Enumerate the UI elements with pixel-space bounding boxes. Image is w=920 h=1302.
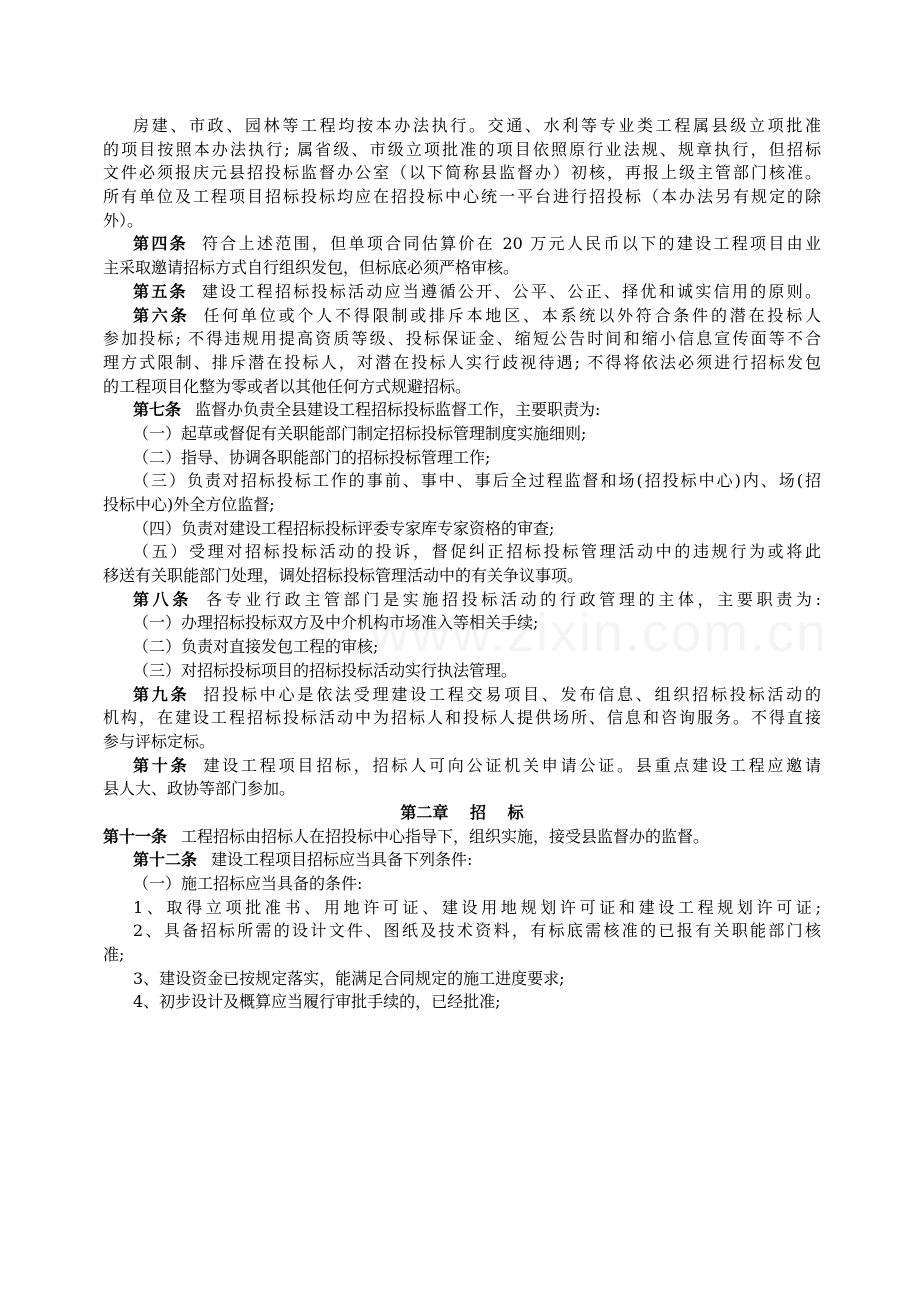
paragraph-line: 文件必须报庆元县招投标监督办公室（以下简称县监督办）初核，再报上级主管部门核准。 bbox=[103, 163, 821, 183]
paragraph-line: （二）负责对直接发包工程的审核; bbox=[133, 637, 379, 657]
paragraph-line: 4、初步设计及概算应当履行审批手续的，已经批准; bbox=[133, 992, 501, 1012]
article-line bbox=[103, 754, 821, 778]
paragraph-line: 参加投标; 不得违规用提高资质等级、投标保证金、缩短公告时间和缩小信息宣传面等不合 bbox=[103, 329, 821, 349]
paragraph-line: （二）指导、协调各职能部门的招标投标管理工作; bbox=[133, 447, 491, 467]
paragraph-line: （三）负责对招标投标工作的事前、事中、事后全过程监督和场(招投标中心)内、场(招 bbox=[133, 471, 821, 491]
article-line bbox=[103, 848, 821, 872]
paragraph-line: 参与评标定标。 bbox=[103, 731, 216, 751]
article-line bbox=[103, 398, 821, 422]
paragraph-line: （五）受理对招标投标活动的投诉，督促纠正招标投标管理活动中的违规行为或将此 bbox=[133, 542, 821, 562]
article-line bbox=[103, 588, 821, 612]
article-label: 第六条 bbox=[133, 305, 190, 325]
paragraph-line: 房建、市政、园林等工程均按本办法执行。交通、水利等专业类工程属县级立项批准 bbox=[133, 116, 821, 135]
paragraph-line: （三）对招标投标项目的招标投标活动实行执法管理。 bbox=[133, 660, 518, 680]
article-label: 第十条 bbox=[133, 755, 190, 775]
article-text: 符合上述范围，但单项合同估算价在 20 万元人民币以下的建设工程项目由业 bbox=[201, 234, 821, 254]
article-line bbox=[103, 825, 821, 849]
article-line bbox=[103, 232, 821, 256]
paragraph-line: （四）负责对建设工程招标投标评委专家库专家资格的审查; bbox=[133, 518, 555, 538]
article-label: 第五条 bbox=[133, 281, 188, 301]
paragraph-line: 理方式限制、排斥潜在投标人，对潜在投标人实行歧视待遇; 不得将依法必须进行招标发包 bbox=[103, 352, 821, 372]
document-body bbox=[103, 114, 821, 1014]
article-label: 第七条 bbox=[133, 400, 182, 420]
article-text: 招投标中心是依法受理建设工程交易项目、发布信息、组织招标投标活动的 bbox=[203, 684, 821, 704]
paragraph-line: 机构，在建设工程招标投标活动中为招标人和投标人提供场所、信息和咨询服务。不得直接 bbox=[103, 708, 821, 728]
article-text: 工程招标由招标人在招投标中心指导下，组织实施，接受县监督办的监督。 bbox=[181, 826, 710, 846]
paragraph-line: 投标中心)外全方位监督; bbox=[103, 495, 275, 514]
article-line bbox=[103, 304, 821, 328]
article-text: 各专业行政主管部门是实施招投标活动的行政管理的主体，主要职责为: bbox=[206, 589, 821, 609]
article-label: 第四条 bbox=[133, 234, 188, 254]
paragraph-line: （一）施工招标应当具备的条件: bbox=[133, 874, 363, 893]
paragraph-line: 2、具备招标所需的设计文件、图纸及技术资料，有标底需核准的已报有关职能部门核 bbox=[133, 921, 821, 941]
article-label: 第八条 bbox=[133, 589, 192, 609]
article-line bbox=[103, 280, 821, 304]
paragraph-line: 所有单位及工程项目招标投标均应在招投标中心统一平台进行招投标（本办法另有规定的除 bbox=[103, 187, 821, 207]
article-text: 建设工程项目招标应当具备下列条件: bbox=[211, 850, 473, 870]
article-text: 建设工程项目招标，招标人可向公证机关申请公证。县重点建设工程应邀请 bbox=[203, 755, 821, 775]
article-text: 监督办负责全县建设工程招标投标监督工作，主要职责为: bbox=[195, 400, 601, 420]
paragraph-line: 移送有关职能部门处理，调处招标投标管理活动中的有关争议事项。 bbox=[103, 566, 584, 586]
article-text: 任何单位或个人不得限制或排斥本地区、本系统以外符合条件的潜在投标人 bbox=[203, 305, 821, 325]
paragraph-line: 准; bbox=[103, 945, 125, 965]
paragraph-line: 1、取得立项批准书、用地许可证、建设用地规划许可证和建设工程规划许可证; bbox=[133, 897, 821, 917]
paragraph-line: 的项目按照本办法执行; 属省级、市级立项批准的项目依照原行业法规、规章执行，但招标 bbox=[103, 139, 821, 159]
article-label: 第十一条 bbox=[103, 826, 168, 846]
paragraph-line: 外）。 bbox=[103, 210, 144, 230]
article-text: 建设工程招标投标活动应当遵循公开、公平、公正、择优和诚实信用的原则。 bbox=[201, 281, 821, 301]
article-label: 第十二条 bbox=[133, 850, 198, 870]
chapter-heading: 第二章 招 标 bbox=[400, 802, 524, 822]
article-label: 第九条 bbox=[133, 684, 190, 704]
paragraph-line: （一）办理招标投标双方及中介机构市场准入等相关手续; bbox=[133, 613, 539, 633]
paragraph-line: 3、建设资金已按规定落实，能满足合同规定的施工进度要求; bbox=[133, 968, 565, 988]
paragraph-line: （一）起草或督促有关职能部门制定招标投标管理制度实施细则; bbox=[133, 423, 587, 443]
article-line bbox=[103, 683, 821, 707]
paragraph-line: 县人大、政协等部门参加。 bbox=[103, 779, 296, 799]
paragraph-line: 的工程项目化整为零或者以其他任何方式规避招标。 bbox=[103, 376, 472, 396]
paragraph-line: 主采取邀请招标方式自行组织发包，但标底必须严格审核。 bbox=[103, 258, 520, 278]
